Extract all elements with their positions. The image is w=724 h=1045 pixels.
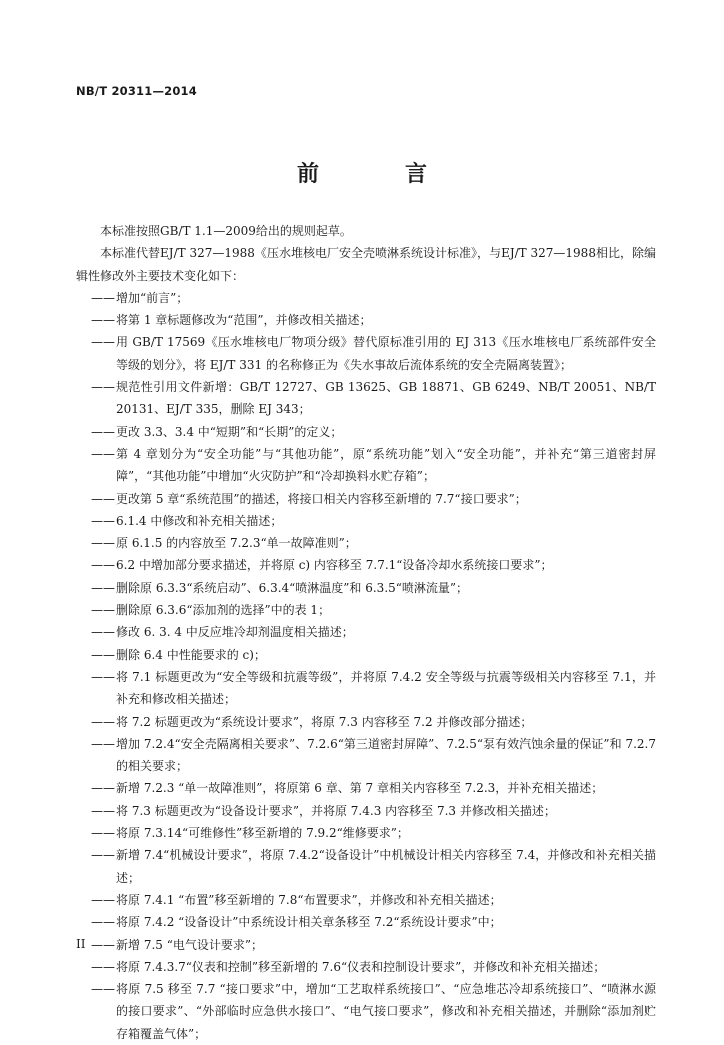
page-number: II — [76, 937, 86, 951]
list-item-text: 用 GB/T 17569《压水堆核电厂物项分级》替代原标准引用的 EJ 313《压水堆核电厂系统部件安全等级的划分》，将 EJ/T 331 的名称修正为《失水事故后流体系统的安全壳隔离装置》； — [116, 335, 656, 372]
list-dash: —— — [91, 959, 115, 974]
list-dash: —— — [91, 313, 115, 328]
list-item — [76, 666, 656, 711]
paragraph: 本标准代替EJ/T 327—1988《压水堆核电厂安全壳喷淋系统设计标准》，与EJ/T 327—1988相比，除编辑性修改外主要技术变化如下： — [76, 246, 656, 283]
list-item — [76, 287, 656, 309]
list-item-text: 将原 7.5 移至 7.7 “接口要求”中，增加“工艺取样系统接口”、“应急堆芯冷却系统接口”、“喷淋水源的接口要求”、“外部临时应急供水接口”、“电气接口要求”，修改和补充相关描述，并删除“添加剂贮存箱覆盖气体”； — [116, 982, 656, 1041]
list-item-text: 原 6.1.5 的内容放至 7.2.3“单一故障准则”； — [116, 536, 357, 551]
list-dash: —— — [91, 826, 115, 841]
list-item — [76, 331, 656, 376]
list-dash: —— — [91, 892, 115, 907]
list-item — [76, 577, 656, 599]
list-item — [76, 934, 656, 956]
list-item — [76, 510, 656, 532]
list-dash: —— — [91, 380, 115, 395]
list-item-text: 更改第 5 章“系统范围”的描述，将接口相关内容移至新增的 7.7“接口要求”； — [116, 491, 527, 506]
list-item — [76, 956, 656, 978]
list-item-text: 将 7.2 标题更改为“系统设计要求”，将原 7.3 内容移至 7.2 并修改部分描述； — [116, 714, 533, 729]
list-dash: —— — [91, 625, 115, 640]
list-item — [76, 421, 656, 443]
list-item-text: 将第 1 章标题修改为“范围”，并修改相关描述； — [116, 313, 372, 328]
list-dash: —— — [91, 580, 115, 595]
list-item-text: 更改 3.3、3.4 中“短期”和“长期”的定义； — [116, 424, 343, 439]
list-dash: —— — [91, 736, 115, 751]
list-item-text: 增加“前言”； — [116, 290, 189, 305]
list-item-text: 删除原 6.3.3“系统启动”、6.3.4“喷淋温度”和 6.3.5“喷淋流量”； — [116, 580, 469, 595]
change-list — [76, 287, 656, 1045]
list-dash: —— — [91, 335, 115, 350]
list-item-text: 删除原 6.3.6“添加剂的选择”中的表 1； — [116, 603, 331, 618]
list-item-text: 第 4 章划分为“安全功能”与“其他功能”，原“系统功能”划入“安全功能”，并补充“第三道密封屏障”，“其他功能”中增加“火灾防护”和“冷却换料水贮存箱”； — [116, 446, 656, 484]
list-item — [76, 376, 656, 421]
list-item — [76, 911, 656, 933]
list-dash: —— — [91, 536, 115, 551]
list-dash: —— — [91, 915, 115, 930]
list-item-text: 6.1.4 中修改和补充相关描述； — [116, 513, 283, 528]
list-item — [76, 488, 656, 510]
list-item — [76, 309, 656, 331]
list-item-text: 将原 7.3.14“可维修性”移至新增的 7.9.2“维修要求”； — [116, 826, 409, 841]
list-item-text: 规范性引用文件新增：GB/T 12727、GB 13625、GB 18871、GB 6249、NB/T 20051、NB/T 20131、EJ/T 335，删除 EJ 343； — [116, 380, 656, 417]
list-item-text: 新增 7.5 “电气设计要求”； — [116, 937, 263, 952]
list-item — [76, 621, 656, 643]
list-item — [76, 644, 656, 666]
list-dash: —— — [91, 290, 115, 305]
list-dash: —— — [91, 937, 115, 952]
list-dash: —— — [91, 491, 115, 506]
list-item-text: 将 7.3 标题更改为“设备设计要求”，并将原 7.4.3 内容移至 7.3 并修改相关描述； — [116, 803, 556, 818]
list-item-text: 将 7.1 标题更改为“安全等级和抗震等级”，并将原 7.4.2 安全等级与抗震等级相关内容移至 7.1，并补充和修改相关描述； — [116, 669, 656, 707]
list-item-text: 将原 7.4.3.7“仪表和控制”移至新增的 7.6“仪表和控制设计要求”，并修改和补充相关描述； — [116, 959, 606, 974]
list-dash: —— — [91, 513, 115, 528]
list-item — [76, 822, 656, 844]
list-item-text: 修改 6. 3. 4 中反应堆冷却剂温度相关描述； — [116, 625, 354, 640]
list-dash: —— — [91, 446, 115, 461]
list-dash: —— — [91, 647, 115, 662]
list-item — [76, 889, 656, 911]
list-dash: —— — [91, 803, 115, 818]
foreword-body — [76, 220, 656, 1045]
list-item — [76, 978, 656, 1045]
list-dash: —— — [91, 669, 115, 684]
list-dash: —— — [91, 558, 115, 573]
standard-code: NB/T 20311—2014 — [76, 84, 197, 98]
list-dash: —— — [91, 781, 115, 796]
list-item-text: 将原 7.4.2 “设备设计”中系统设计相关章条移至 7.2“系统设计要求”中； — [116, 915, 502, 930]
list-item — [76, 733, 656, 778]
list-item-text: 新增 7.2.3 “单一故障准则”，将原第 6 章、第 7 章相关内容移至 7.2.3，并补充相关描述； — [116, 781, 604, 796]
list-item — [76, 800, 656, 822]
list-item — [76, 711, 656, 733]
list-item — [76, 777, 656, 799]
list-item — [76, 554, 656, 576]
list-dash: —— — [91, 424, 115, 439]
list-item — [76, 599, 656, 621]
list-dash: —— — [91, 848, 115, 863]
list-item — [76, 844, 656, 889]
list-item-text: 新增 7.4“机械设计要求”，将原 7.4.2“设备设计”中机械设计相关内容移至 7.4，并修改和补充相关描述； — [116, 848, 656, 885]
list-item — [76, 443, 656, 488]
list-item — [76, 532, 656, 554]
page-title: 前 言 — [296, 162, 459, 187]
list-item-text: 增加 7.2.4“安全壳隔离相关要求”、7.2.6“第三道密封屏障”、7.2.5“泵有效汽蚀余量的保证”和 7.2.7 的相关要求； — [116, 736, 656, 774]
list-dash: —— — [91, 714, 115, 729]
list-item-text: 将原 7.4.1 “布置”移至新增的 7.8“布置要求”，并修改和补充相关描述； — [116, 892, 502, 907]
list-dash: —— — [91, 982, 115, 997]
paragraph: 本标准按照GB/T 1.1—2009给出的规则起草。 — [100, 224, 352, 238]
list-dash: —— — [91, 603, 115, 618]
list-item-text: 6.2 中增加部分要求描述，并将原 c) 内容移至 7.7.1“设备冷却水系统接口要求”； — [116, 558, 553, 573]
list-item-text: 删除 6.4 中性能要求的 c)； — [116, 647, 266, 662]
